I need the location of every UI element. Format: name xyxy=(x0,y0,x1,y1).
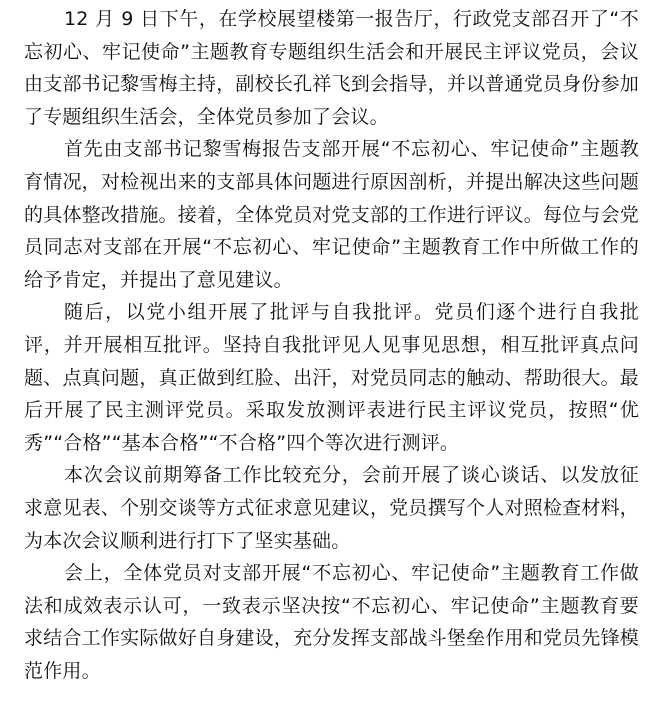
paragraph-criticism: 随后，以党小组开展了批评与自我批评。党员们逐个进行自我批评，并开展相互批评。坚持自我批评见人见事见思想，相互批评真点问题、点真问题，真正做到红脸、出汗，对党员同志的触动、帮助很大。最后开展了民主测评党员。采取发放测评表进行民主评议党员，按照“优秀”“合格”“基本合格”“不合格”四个等次进行测评。 xyxy=(24,301,639,454)
paragraph-meeting-intro: 12 月 9 日下午，在学校展望楼第一报告厅，行政党支部召开了“不忘初心、牢记使命”主题教育专题组织生活会和开展民主评议党员，会议由支部书记黎雪梅主持，副校长孔祥飞到会指导，并以普通党员身份参加了专题组织生活会，全体党员参加了会议。 xyxy=(24,8,639,128)
paragraph-conclusion: 会上，全体党员对支部开展“不忘初心、牢记使命”主题教育工作做法和成效表示认可，一致表示坚决按“不忘初心、牢记使命”主题教育要求结合工作实际做好自身建设，充分发挥支部战斗堡垒作用和党员先锋模范作用。 xyxy=(24,562,639,682)
paragraph-preparation: 本次会议前期筹备工作比较充分，会前开展了谈心谈话、以发放征求意见表、个别交谈等方式征求意见建议，党员撰写个人对照检查材料，为本次会议顺利进行打下了坚实基础。 xyxy=(24,464,639,552)
paragraph-secretary-report: 首先由支部书记黎雪梅报告支部开展“不忘初心、牢记使命”主题教育情况，对检视出来的支部具体问题进行原因剖析，并提出解决这些问题的具体整改措施。接着，全体党员对党支部的工作进行评议。每位与会党员同志对支部在开展“不忘初心、牢记使命”主题教育工作中所做工作的给予肯定，并提出了意见建议。 xyxy=(24,138,639,291)
